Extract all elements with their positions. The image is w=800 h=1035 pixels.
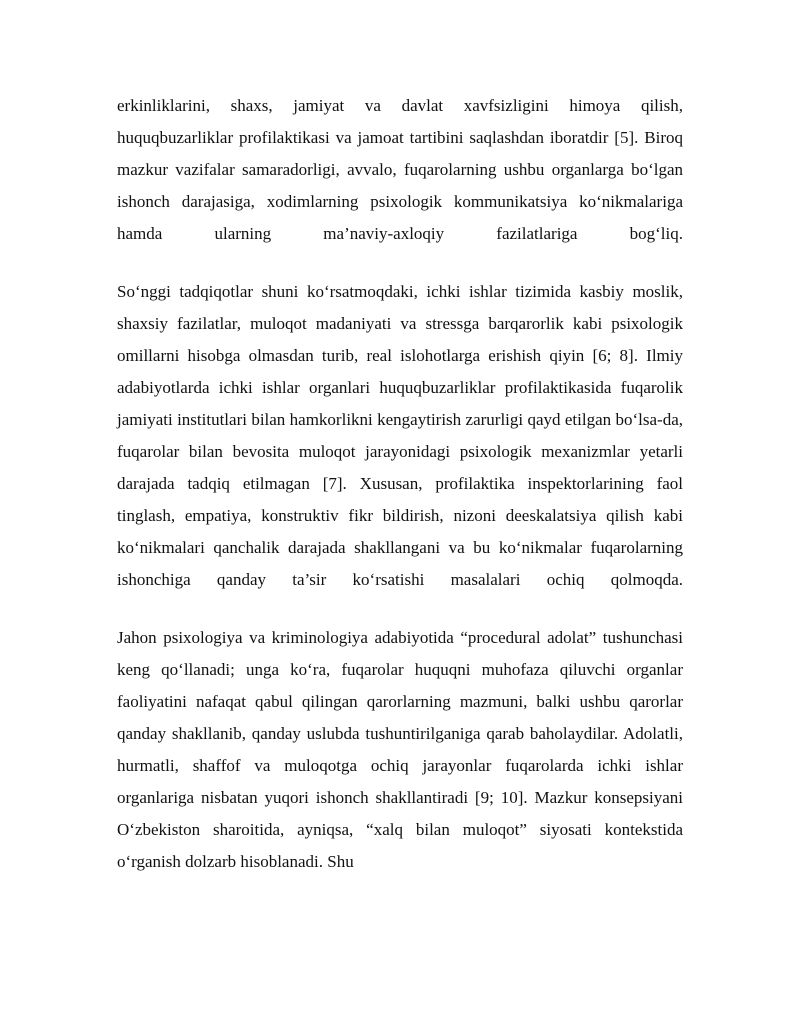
paragraph-2: So‘nggi tadqiqotlar shuni ko‘rsatmoqdaki, ichki ishlar tizimida kasbiy moslik, shaxsiy fazilatlar, muloqot madaniyati va stressga barqarorlik kabi psixologik omillarni hisobga olmasdan turib, real islohotlarga erishish qiyin [6; 8]. Ilmiy adabiyotlarda ichki ishlar organlari huquqbuzarliklar profilaktikasida fuqarolik jamiyati institutlari bilan hamkorlikni kengaytirish zarurligi qayd etilgan bo‘lsa-da, fuqarolar bilan bevosita muloqot jarayonidagi psixologik mexanizmlar yetarli darajada tadqiq etilmagan [7]. Xususan, profilaktika inspektorlarining faol tinglash, empatiya, konstruktiv fikr bildirish, nizoni deeskalatsiya qilish kabi ko‘nikmalari qanchalik darajada shakllangani va bu ko‘nikmalar fuqarolarning ishonchiga qanday ta’sir ko‘rsatishi masalalari ochiq qolmoqda.	[117, 282, 683, 589]
document-page	[117, 90, 683, 878]
paragraph-3: Jahon psixologiya va kriminologiya adabiyotida “procedural adolat” tushunchasi keng qo‘llanadi; unga ko‘ra, fuqarolar huquqni muhofaza qiluvchi organlar faoliyatini nafaqat qabul qilingan qarorlarning mazmuni, balki ushbu qarorlar qanday shakllanib, qanday uslubda tushuntirilganiga qarab baholaydilar. Adolatli, hurmatli, shaffof va muloqotga ochiq jarayonlar fuqarolarda ichki ishlar organlariga nisbatan yuqori ishonch shakllantiradi [9; 10]. Mazkur konsepsiyani O‘zbekiston sharoitida, ayniqsa, “xalq bilan muloqot” siyosati kontekstida o‘rganish dolzarb hisoblanadi. Shu	[117, 628, 683, 871]
paragraph-1: erkinliklarini, shaxs, jamiyat va davlat xavfsizligini himoya qilish, huquqbuzarliklar profilaktikasi va jamoat tartibini saqlashdan iboratdir [5]. Biroq mazkur vazifalar samaradorligi, avvalo, fuqarolarning ushbu organlarga bo‘lgan ishonch darajasiga, xodimlarning psixologik kommunikatsiya ko‘nikmalariga hamda ularning ma’naviy-axloqiy fazilatlariga bog‘liq.	[117, 96, 683, 243]
